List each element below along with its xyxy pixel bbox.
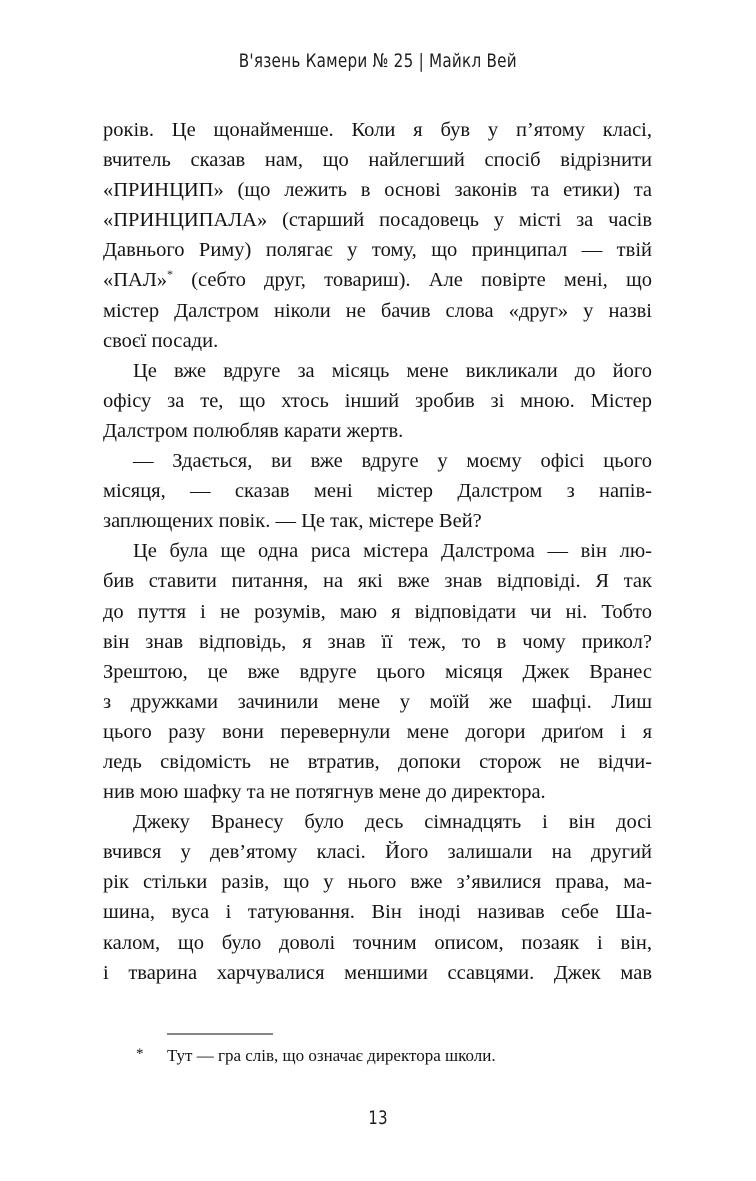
text-line: і тварина харчувалися меншими ссавцями. Джек мав bbox=[103, 961, 652, 984]
text-line: містер Далстром ніколи не бачив слова «друг» у назві bbox=[103, 299, 652, 322]
running-header bbox=[0, 50, 756, 72]
text-line: шина, вуса і татуювання. Він іноді називав себе Ша- bbox=[103, 901, 652, 924]
text-line: до пуття і не розумів, маю я відповідати чи ні. Тобто bbox=[103, 600, 652, 623]
text-segment: (себто друг, товариш). Але повірте мені, що bbox=[173, 269, 652, 292]
text-line: бив ставити питання, на які вже знав відповіді. Я так bbox=[103, 570, 652, 593]
text-line: — Здається, ви вже вдруге у моєму офісі цього bbox=[133, 450, 652, 473]
text-line: місяця, — сказав мені містер Далстром з напів- bbox=[103, 480, 652, 503]
text-line: Це вже вдруге за місяць мене викликали до його bbox=[133, 359, 652, 382]
text-line: заплющених повік. — Це так, містере Вей? bbox=[103, 510, 482, 533]
text-line: Джеку Вранесу було десь сімнадцять і він досі bbox=[133, 811, 652, 834]
text-line: офісу за те, що хтось інший зробив зі мною. Містер bbox=[103, 389, 652, 412]
text-line: з дружками зачинили мене у моїй же шафці. Лиш bbox=[103, 690, 652, 713]
text-segment: «ПАЛ» bbox=[103, 269, 168, 292]
body-text bbox=[103, 115, 652, 988]
footnote-text: Тут — гра слів, що означає директора школи. bbox=[167, 1046, 496, 1065]
text-line: ледь свідомість не втратив, допоки сторож не відчи- bbox=[103, 750, 652, 773]
text-line: Зрештою, це вже вдруге цього місяця Джек Вранес bbox=[103, 660, 652, 683]
text-line: Давнього Риму) полягає у тому, що принципал — твій bbox=[103, 239, 652, 262]
text-line: «ПРИНЦИП» (що лежить в основі законів та етики) та bbox=[103, 179, 652, 202]
text-line: Далстром полюбляв карати жертв. bbox=[103, 419, 404, 442]
text-line: «ПРИНЦИПАЛА» (старший посадовець у місті за часів bbox=[103, 209, 652, 232]
page-number bbox=[0, 1108, 756, 1129]
text-line: Це була ще одна риса містера Далстрома — він лю- bbox=[133, 540, 652, 563]
footnote-reference: * bbox=[167, 267, 174, 282]
page-number-value: 13 bbox=[368, 1108, 388, 1129]
text-line: своєї посади. bbox=[103, 329, 219, 352]
text-line: вчитель сказав нам, що найлегший спосіб відрізнити bbox=[103, 149, 652, 172]
text-line: цього разу вони перевернули мене догори дриґом і я bbox=[103, 720, 652, 743]
footnote-marker: * bbox=[136, 1046, 144, 1062]
running-header-title: В'язень Камери № 25 | Майкл Вей bbox=[238, 50, 518, 72]
text-line: рік стільки разів, що у нього вже з’явилися права, ма- bbox=[103, 871, 652, 894]
text-line: вчився у дев’ятому класі. Його залишали на другий bbox=[103, 841, 652, 864]
text-line: нив мою шафку та не потягнув мене до директора. bbox=[103, 781, 546, 804]
text-line: років. Це щонайменше. Коли я був у п’ятому класі, bbox=[103, 119, 652, 141]
text-line bbox=[103, 265, 652, 295]
text-line: він знав відповідь, я знав її теж, то в чому прикол? bbox=[103, 630, 652, 653]
text-line: калом, що було доволі точним описом, позаяк і він, bbox=[103, 931, 652, 954]
footnote-divider bbox=[167, 1033, 273, 1035]
